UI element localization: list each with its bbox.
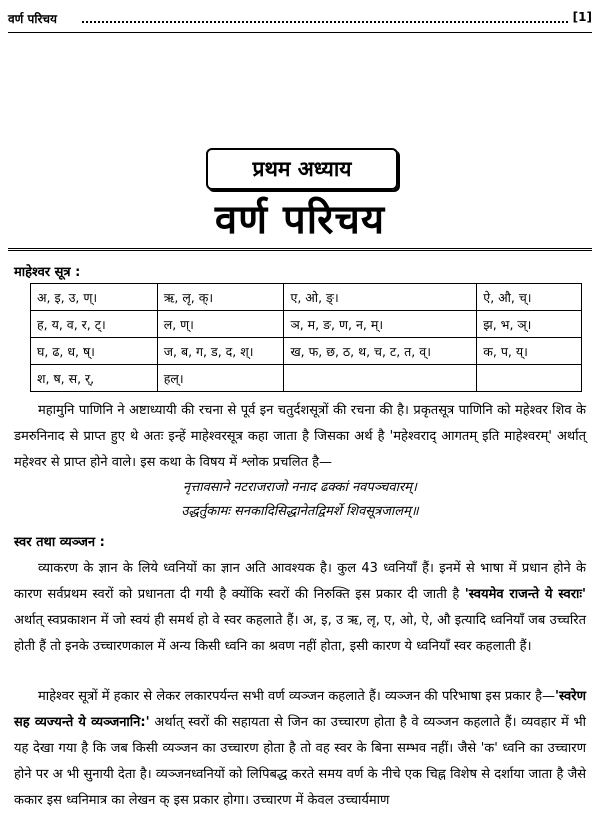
svara-text-b: अर्थात् स्वप्रकाशन में जो स्वयं ही समर्थ हो वे स्वर कहलाते हैं। अ, इ, उ ऋ, लृ, ए, ओ, ऐ, औ इत्यादि ध्वनियाँ जब उच्चरित होती हैं तो इनके उच्चारणकाल में अन्य किसी ध्वनि का श्रवण नहीं होता, इसी कारण ये ध्वनियाँ स्वर कहलाती हैं।	[14, 613, 586, 654]
table-cell: ख, फ, छ, ठ, थ, च, ट, त, व्।	[284, 338, 477, 365]
vyanjana-text-b: अर्थात् स्वरों की सहायता से जिन का उच्चारण होता है वे व्यञ्जन कहलाते हैं। व्यवहार में भी यह देखा गया है कि जब किसी व्यञ्जन का उच्चारण होता है तो वह स्वर के बिना सम्भव नहीं। जैसे 'क' ध्वनि का उच्चारण होने पर अ भी सुनायी देता है। व्यञ्जनध्वनियों को लिपिबद्ध करते समय वर्ण के नीचे एक चिह्न विशेष से दर्शाया जाता है जैसे ककार इस ध्वनिमात्र का लेखन क् इस प्रकार होगा। उच्चारण में केवल उच्चार्यमाण	[14, 715, 586, 808]
header-title: वर्ण परिचय	[8, 12, 57, 26]
intro-text: महामुनि पाणिनि ने अष्टाध्यायी की रचना से पूर्व इन चतुर्दशसूत्रों की रचना की है। प्रकृतसूत्र पाणिनि को महेश्वर शिव के डमरुनिनाद से प्राप्त हुए थे अतः इन्हें माहेश्वरसूत्र कहा जाता है जिसका अर्थ है 'महेश्वराद् आगतम् इति माहेश्वरम्' अर्थात् महेश्वर से प्राप्त होने वाले। इस कथा के विषय में श्लोक प्रचलित है—	[14, 403, 586, 470]
table-row	[31, 311, 582, 338]
table-cell: श, ष, स, र्,	[31, 365, 158, 392]
svara-definition: 'स्वयमेव राजन्ते ये स्वराः'	[464, 587, 587, 602]
svara-vyanjana-heading: स्वर तथा व्यञ्जन :	[14, 535, 105, 550]
header-rule	[8, 32, 592, 33]
verse-line-2: उद्धर्तुकामः सनकादिसिद्धानेतद्विमर्शे शिवसूत्रजालम्॥	[181, 504, 419, 519]
verse-line-1: नृत्तावसाने नटराजराजो ननाद ढक्कां नवपञ्चवारम्।	[183, 480, 417, 495]
table-cell: क, प, य्।	[477, 338, 582, 365]
title-rule	[8, 248, 592, 251]
vyanjana-text-a: माहेश्वर सूत्रों में हकार से लेकर लकारपर्यन्त सभी वर्ण व्यञ्जन कहलाते हैं। व्यञ्जन की परिभाषा इस प्रकार है—	[38, 689, 556, 704]
chapter-title: वर्ण परिचय	[214, 197, 386, 243]
table-row	[31, 365, 582, 392]
table-cell: ल, ण्।	[157, 311, 284, 338]
table-cell: ज, ब, ग, ड, द, श्।	[157, 338, 284, 365]
table-cell	[477, 365, 582, 392]
vyanjana-definition: 'स्वरेण सह व्यज्यन्ते ये व्यञ्जनानि:'	[14, 689, 586, 730]
table-cell: घ, ढ, ध, ष्।	[31, 338, 158, 365]
maheshvara-heading: माहेश्वर सूत्र :	[14, 265, 81, 280]
running-header	[8, 6, 592, 30]
maheshvara-sutra-table	[30, 283, 582, 392]
page-number: [1]	[572, 10, 592, 24]
intro-paragraph	[14, 398, 586, 476]
table-cell	[284, 365, 477, 392]
table-row	[31, 338, 582, 365]
chapter-label: प्रथम अध्याय	[206, 148, 398, 190]
table-cell: अ, इ, उ, ण्।	[31, 284, 158, 311]
table-cell: ऋ, लृ, क्।	[157, 284, 284, 311]
vyanjana-paragraph	[14, 684, 586, 814]
table-row	[31, 284, 582, 311]
header-dot-leader	[82, 21, 568, 23]
table-cell: झ, भ, ञ्।	[477, 311, 582, 338]
table-cell: ञ, म, ङ, ण, न, म्।	[284, 311, 477, 338]
table-cell: ह, य, व, र, ट्।	[31, 311, 158, 338]
table-cell: हल्।	[157, 365, 284, 392]
table-cell: ए, ओ, ङ्।	[284, 284, 477, 311]
svara-paragraph	[14, 556, 586, 660]
svara-text-a: व्याकरण के ज्ञान के लिये ध्वनियों का ज्ञान अति आवश्यक है। कुल 43 ध्वनियाँ हैं। इनमें से भाषा में प्रधान होने के कारण सर्वप्रथम स्वरों को प्रधानता दी गयी है क्योंकि स्वरों की निरुक्ति इस प्रकार दी जाती है	[14, 561, 586, 602]
table-cell: ऐ, औ, च्।	[477, 284, 582, 311]
